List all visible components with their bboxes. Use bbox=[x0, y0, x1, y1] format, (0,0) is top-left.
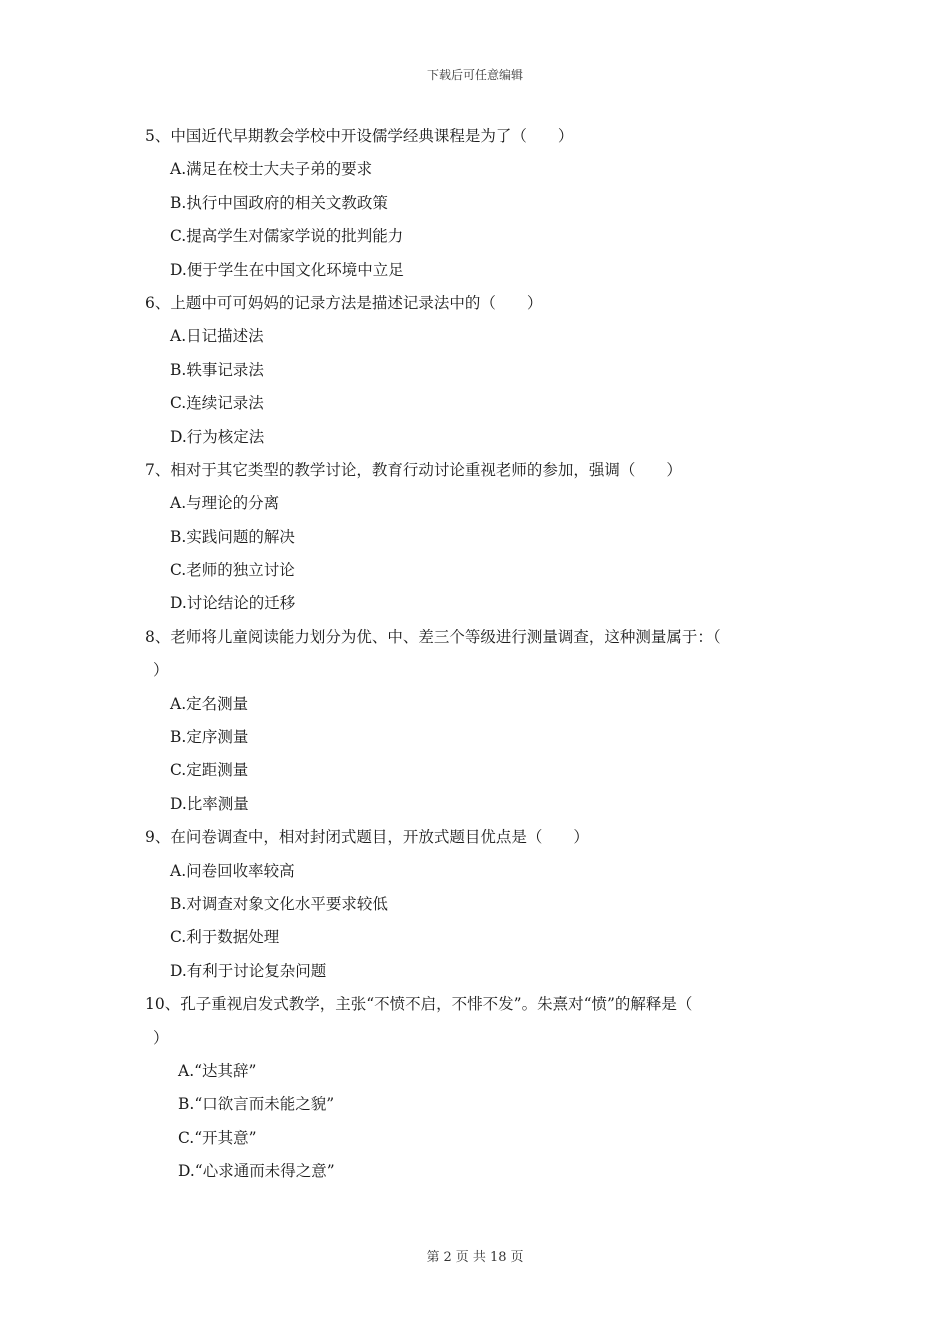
question-stem: 8、老师将儿童阅读能力划分为优、中、差三个等级进行测量调查，这种测量属于：（ bbox=[145, 627, 721, 646]
footer-suffix: 页 bbox=[510, 1250, 524, 1265]
option-d: D.“心求通而未得之意” bbox=[178, 1162, 335, 1181]
option-c: C.“开其意” bbox=[178, 1128, 257, 1147]
option-d: D.有利于讨论复杂问题 bbox=[170, 961, 327, 980]
option-b: B.“口欲言而未能之貌” bbox=[178, 1095, 335, 1114]
option-b: B.轶事记录法 bbox=[170, 360, 264, 379]
option-a: A.日记描述法 bbox=[170, 327, 264, 346]
option-a: A.与理论的分离 bbox=[170, 494, 280, 513]
question-stem-continuation bbox=[145, 654, 815, 687]
question-7 bbox=[145, 454, 815, 621]
question-8 bbox=[145, 621, 815, 821]
question-stem: 7、相对于其它类型的教学讨论，教育行动讨论重视老师的参加，强调（ ） bbox=[145, 460, 682, 479]
question-9 bbox=[145, 821, 815, 988]
question-stem: 5、中国近代早期教会学校中开设儒学经典课程是为了（ ） bbox=[145, 127, 574, 145]
option-d: D.行为核定法 bbox=[170, 427, 265, 446]
current-page-number: 2 bbox=[443, 1250, 452, 1265]
option-c: C.利于数据处理 bbox=[170, 928, 280, 947]
option-d: D.讨论结论的迁移 bbox=[170, 594, 296, 613]
page-footer bbox=[0, 1246, 950, 1265]
option-c: C.老师的独立讨论 bbox=[170, 561, 295, 580]
option-c: C.连续记录法 bbox=[170, 394, 264, 413]
option-a: A.“达其辞” bbox=[178, 1061, 257, 1080]
option-d: D.比率测量 bbox=[170, 794, 249, 813]
option-a: A.定名测量 bbox=[170, 694, 249, 713]
footer-prefix: 第 bbox=[426, 1250, 440, 1265]
question-10 bbox=[145, 988, 815, 1188]
option-c: C.定距测量 bbox=[170, 761, 249, 780]
footer-middle: 页 共 bbox=[455, 1250, 486, 1265]
closing-paren: ） bbox=[153, 661, 169, 680]
option-a: A.满足在校士大夫子弟的要求 bbox=[170, 160, 373, 179]
question-stem-continuation bbox=[145, 1022, 815, 1055]
option-b: B.定序测量 bbox=[170, 728, 249, 747]
total-page-count: 18 bbox=[489, 1250, 507, 1265]
option-c: C.提高学生对儒家学说的批判能力 bbox=[170, 227, 404, 246]
question-stem: 9、在问卷调查中，相对封闭式题目，开放式题目优点是（ ） bbox=[145, 828, 589, 847]
question-stem: 6、上题中可可妈妈的记录方法是描述记录法中的（ ） bbox=[145, 293, 543, 312]
option-b: B.对调查对象文化水平要求较低 bbox=[170, 894, 388, 913]
question-6 bbox=[145, 287, 815, 454]
closing-paren: ） bbox=[153, 1028, 169, 1047]
option-d: D.便于学生在中国文化环境中立足 bbox=[170, 260, 404, 279]
option-a: A.问卷回收率较高 bbox=[170, 861, 295, 880]
option-b: B.实践问题的解决 bbox=[170, 527, 295, 546]
page-header: 下载后可任意编辑 bbox=[426, 68, 523, 82]
question-stem: 10、孔子重视启发式教学，主张“不愤不启，不悱不发”。朱熹对“愤”的解释是（ bbox=[145, 995, 693, 1014]
question-5 bbox=[145, 120, 815, 287]
option-b: B.执行中国政府的相关文教政策 bbox=[170, 193, 388, 212]
question-list bbox=[145, 120, 815, 1189]
